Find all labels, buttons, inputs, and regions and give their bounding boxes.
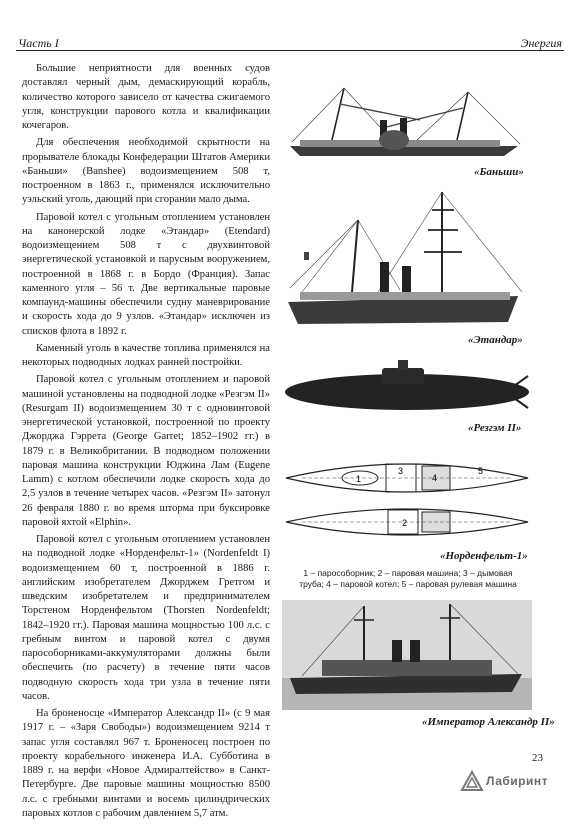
legend-line: труба; 4 – паровой котел; 5 – паровая рулевая машина bbox=[299, 579, 517, 589]
banshee-caption: «Баньши» bbox=[474, 166, 524, 178]
chapter-title: Энергия bbox=[520, 36, 562, 50]
diagram-label: 2 bbox=[402, 518, 408, 528]
diagram-legend bbox=[288, 568, 528, 590]
paragraph: Для обеспечения необходимой скрытности на прорывателе блокады Конфедерации Штатов Америки «Баньши» (Banshee) водоизмещением 508 т, построенном в 1863 г., применялся исключительно уэльский уголь, дающий при сгорании мало дыма. bbox=[22, 137, 270, 206]
paragraph: Паровой котел с угольным отоплением установлен на канонерской лодке «Этандар» (Etendard) водоизмещением 508 т с двухвинтовой энергетической установкой и парусным вооружением, построенной в 1868 г. в Бордо (Франция). Запас каменного угля – 56 т. Две вертикальные паровые компаунд-машины обеспечили судну маневрирование и скорость хода до 9 узлов. «Этандар» исключен из списков флота в 1892 г. bbox=[22, 211, 270, 337]
diagram-label: 3 bbox=[398, 466, 404, 476]
paragraph: Большие неприятности для военных судов доставлял черный дым, демаскирующий корабль, количество которого зависело от качества сжигаемого угля, конструкции парового котла и квалификации кочегаров. bbox=[22, 63, 270, 131]
banshee-illustration bbox=[282, 82, 532, 162]
etendard-caption: «Этандар» bbox=[468, 334, 523, 346]
paragraph: Каменный уголь в качестве топлива применялся на некоторых подводных лодках ранней постройки. bbox=[22, 342, 270, 368]
section-title: Часть I bbox=[18, 36, 59, 50]
labyrinth-logo-icon bbox=[460, 770, 484, 792]
watermark-text: Лабиринт bbox=[486, 774, 549, 788]
alexander-illustration bbox=[282, 600, 532, 710]
paragraph: Паровой котел с угольным отоплением и паровой машиной установлены на подводной лодке «Резгэм II» (Resurgam II) водоизмещением 30 т с одновинтовой энергетической установкой, построенной по проекту Джорджа Гэррета (George Garret; 1852–1902 гг.) в 1879 г. в Великобритании. В подводном положении паровая машина конструкции Юджина Лам (Eugene Lamm) с котлом обеспечили лодке скорость хода до 2,5 узлов в течение четырех часов. «Резгэм II» затонул 26 февраля 1880 г. во время шторма при буксировке паровой яхтой «Elphin». bbox=[22, 374, 270, 528]
paragraph: Паровой котел с угольным отоплением установлен на подводной лодке «Норденфельт-1» (Nordenfeldt I) водоизмещением 60 т, построенной в 1886 г. английским изобретателем Джорджем Гретгом и шведским изобретателем и предпринимателем Торстеном Норденфельтом (Thorsten Nordenfeldt; 1842–1920 гг.). Паровая машина мощностью 100 л.с. с гребным винтом и паровой котел с двумя парособорниками-аккумуляторами должны были обеспечить (по расчету) в течение пяти часов подводную скорость хода три узла в течение пяти часов. bbox=[22, 534, 270, 702]
page-header bbox=[16, 36, 564, 52]
header-rule bbox=[16, 50, 564, 51]
diagram-label: 4 bbox=[432, 473, 438, 483]
alexander-caption: «Император Александр II» bbox=[422, 716, 555, 728]
resurgam-caption: «Резгэм II» bbox=[468, 422, 522, 434]
etendard-illustration bbox=[282, 180, 532, 335]
resurgam-illustration bbox=[282, 356, 532, 420]
watermark bbox=[460, 770, 560, 794]
text-column bbox=[22, 62, 270, 824]
nordenfelt-diagram bbox=[282, 452, 532, 546]
paragraph: На броненосце «Император Александр II» (с 9 мая 1917 г. – «Заря Свободы») водоизмещением 9214 т запас угля составлял 967 т. Броненосец построен по проекту корабельного инженера И.А. Субботина в 1889 г. на верфи «Новое Адмиралтейство» в Санкт-Петербурге. Две паровые машины мощностью 8500 л.с. с гребными винтами и восемь цилиндрических паровых котлов с рабочим давлением 5,7 атм. bbox=[22, 708, 270, 819]
legend-line: 1 – парособорник; 2 – паровая машина; 3 – дымовая bbox=[303, 568, 513, 578]
diagram-label: 1 bbox=[356, 474, 362, 484]
nordenfelt-caption: «Норденфельт-1» bbox=[440, 550, 528, 562]
diagram-label: 5 bbox=[478, 466, 484, 476]
page-number: 23 bbox=[532, 752, 543, 764]
